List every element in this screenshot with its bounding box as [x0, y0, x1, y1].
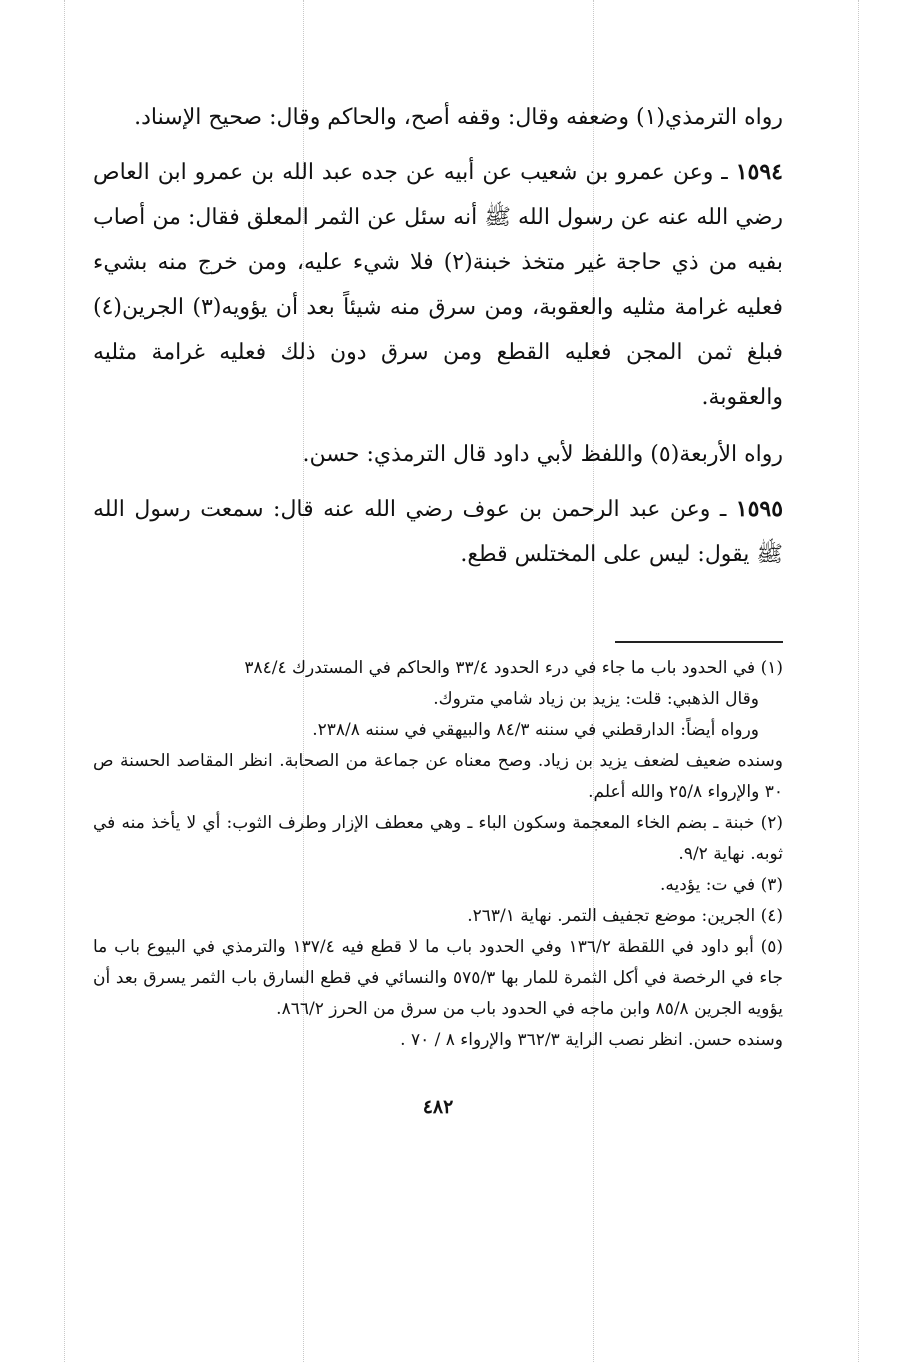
footnote-line: وقال الذهبي: قلت: يزيد بن زياد شامي متروك.: [433, 689, 759, 709]
footnote-line: (١) في الحدود باب ما جاء في درء الحدود ٣٣/٤ والحاكم في المستدرك ٣٨٤/٤: [244, 658, 783, 678]
page-number: ٤٨٢: [422, 1096, 454, 1118]
paragraph-text: رواه الترمذي(١) وضعفه وقال: وقفه أصح، والحاكم وقال: صحيح الإسناد.: [134, 105, 783, 130]
footnote-line: (٣) في ت: يؤديه.: [660, 875, 783, 895]
paragraph-text: رواه الأربعة(٥) واللفظ لأبي داود قال الترمذي: حسن.: [302, 442, 783, 467]
hadith-number: ١٥٩٤: [735, 159, 783, 185]
paragraph-text: ـ وعن عمرو بن شعيب عن أبيه عن جده عبد الله بن عمرو ابن العاص رضي الله عنه عن رسول الله ﷺ أنه سئل عن الثمر المعلق فقال: من أصاب بفيه من ذي حاجة غير متخذ خبنة(٢) فلا شيء عليه، ومن خرج منه بشيء فعليه غرامة مثليه والعقوبة، ومن سرق منه شيئاً بعد أن يؤويه(٣) الجرين(٤) فبلغ ثمن المجن فعليه القطع ومن سرق دون ذلك فعليه غرامة مثليه والعقوبة.: [93, 160, 783, 410]
source-note-1594: [93, 432, 783, 477]
footnote-3: [93, 870, 783, 901]
footnote-line: (٤) الجرين: موضع تجفيف التمر. نهاية ٢٦٣/١.: [467, 906, 783, 926]
paragraph-text: ـ وعن عبد الرحمن بن عوف رضي الله عنه قال: سمعت رسول الله ﷺ يقول: ليس على المختلس قطع.: [93, 497, 783, 567]
footnote-5: [93, 932, 783, 1056]
footnotes: [93, 653, 783, 1056]
footnote-2: [93, 808, 783, 870]
page-content: [93, 95, 783, 1118]
footnote-4: [93, 901, 783, 932]
footnote-1: [93, 653, 783, 808]
hadith-1594: [93, 150, 783, 420]
footnote-line: (٢) خبنة ـ بضم الخاء المعجمة وسكون الباء ـ وهي معطف الإزار وطرف الثوب: أي لا يأخذ منه في ثوبه. نهاية ٩/٢.: [93, 813, 783, 864]
footnote-line: (٥) أبو داود في اللقطة ١٣٦/٢ وفي الحدود باب ما لا قطع فيه ١٣٧/٤ والترمذي في البيوع باب ما جاء في الرخصة في أكل الثمرة للمار بها ٥٧٥/٣ والنسائي في قطع السارق باب الثمر يسرق بعد أن يؤويه الجرين ٨٥/٨ وابن ماجه في الحدود باب من سرق من الحرز ٨٦٦/٢.: [93, 937, 784, 1019]
footnote-line: وسنده ضعيف لضعف يزيد بن زياد. وصح معناه عن جماعة من الصحابة. انظر المقاصد الحسنة ص ٣٠ والإرواء ٢٥/٨ والله أعلم.: [93, 751, 783, 802]
footnote-line: وسنده حسن. انظر نصب الراية ٣٦٢/٣ والإرواء ٨ / ٧٠ .: [400, 1030, 783, 1050]
hadith-number: ١٥٩٥: [735, 496, 784, 522]
source-note-1593: [93, 95, 783, 140]
footnote-separator: [615, 641, 783, 643]
hadith-1595: [93, 487, 783, 577]
footnote-line: ورواه أيضاً: الدارقطني في سننه ٨٤/٣ والبيهقي في سننه ٢٣٨/٨.: [312, 720, 759, 740]
